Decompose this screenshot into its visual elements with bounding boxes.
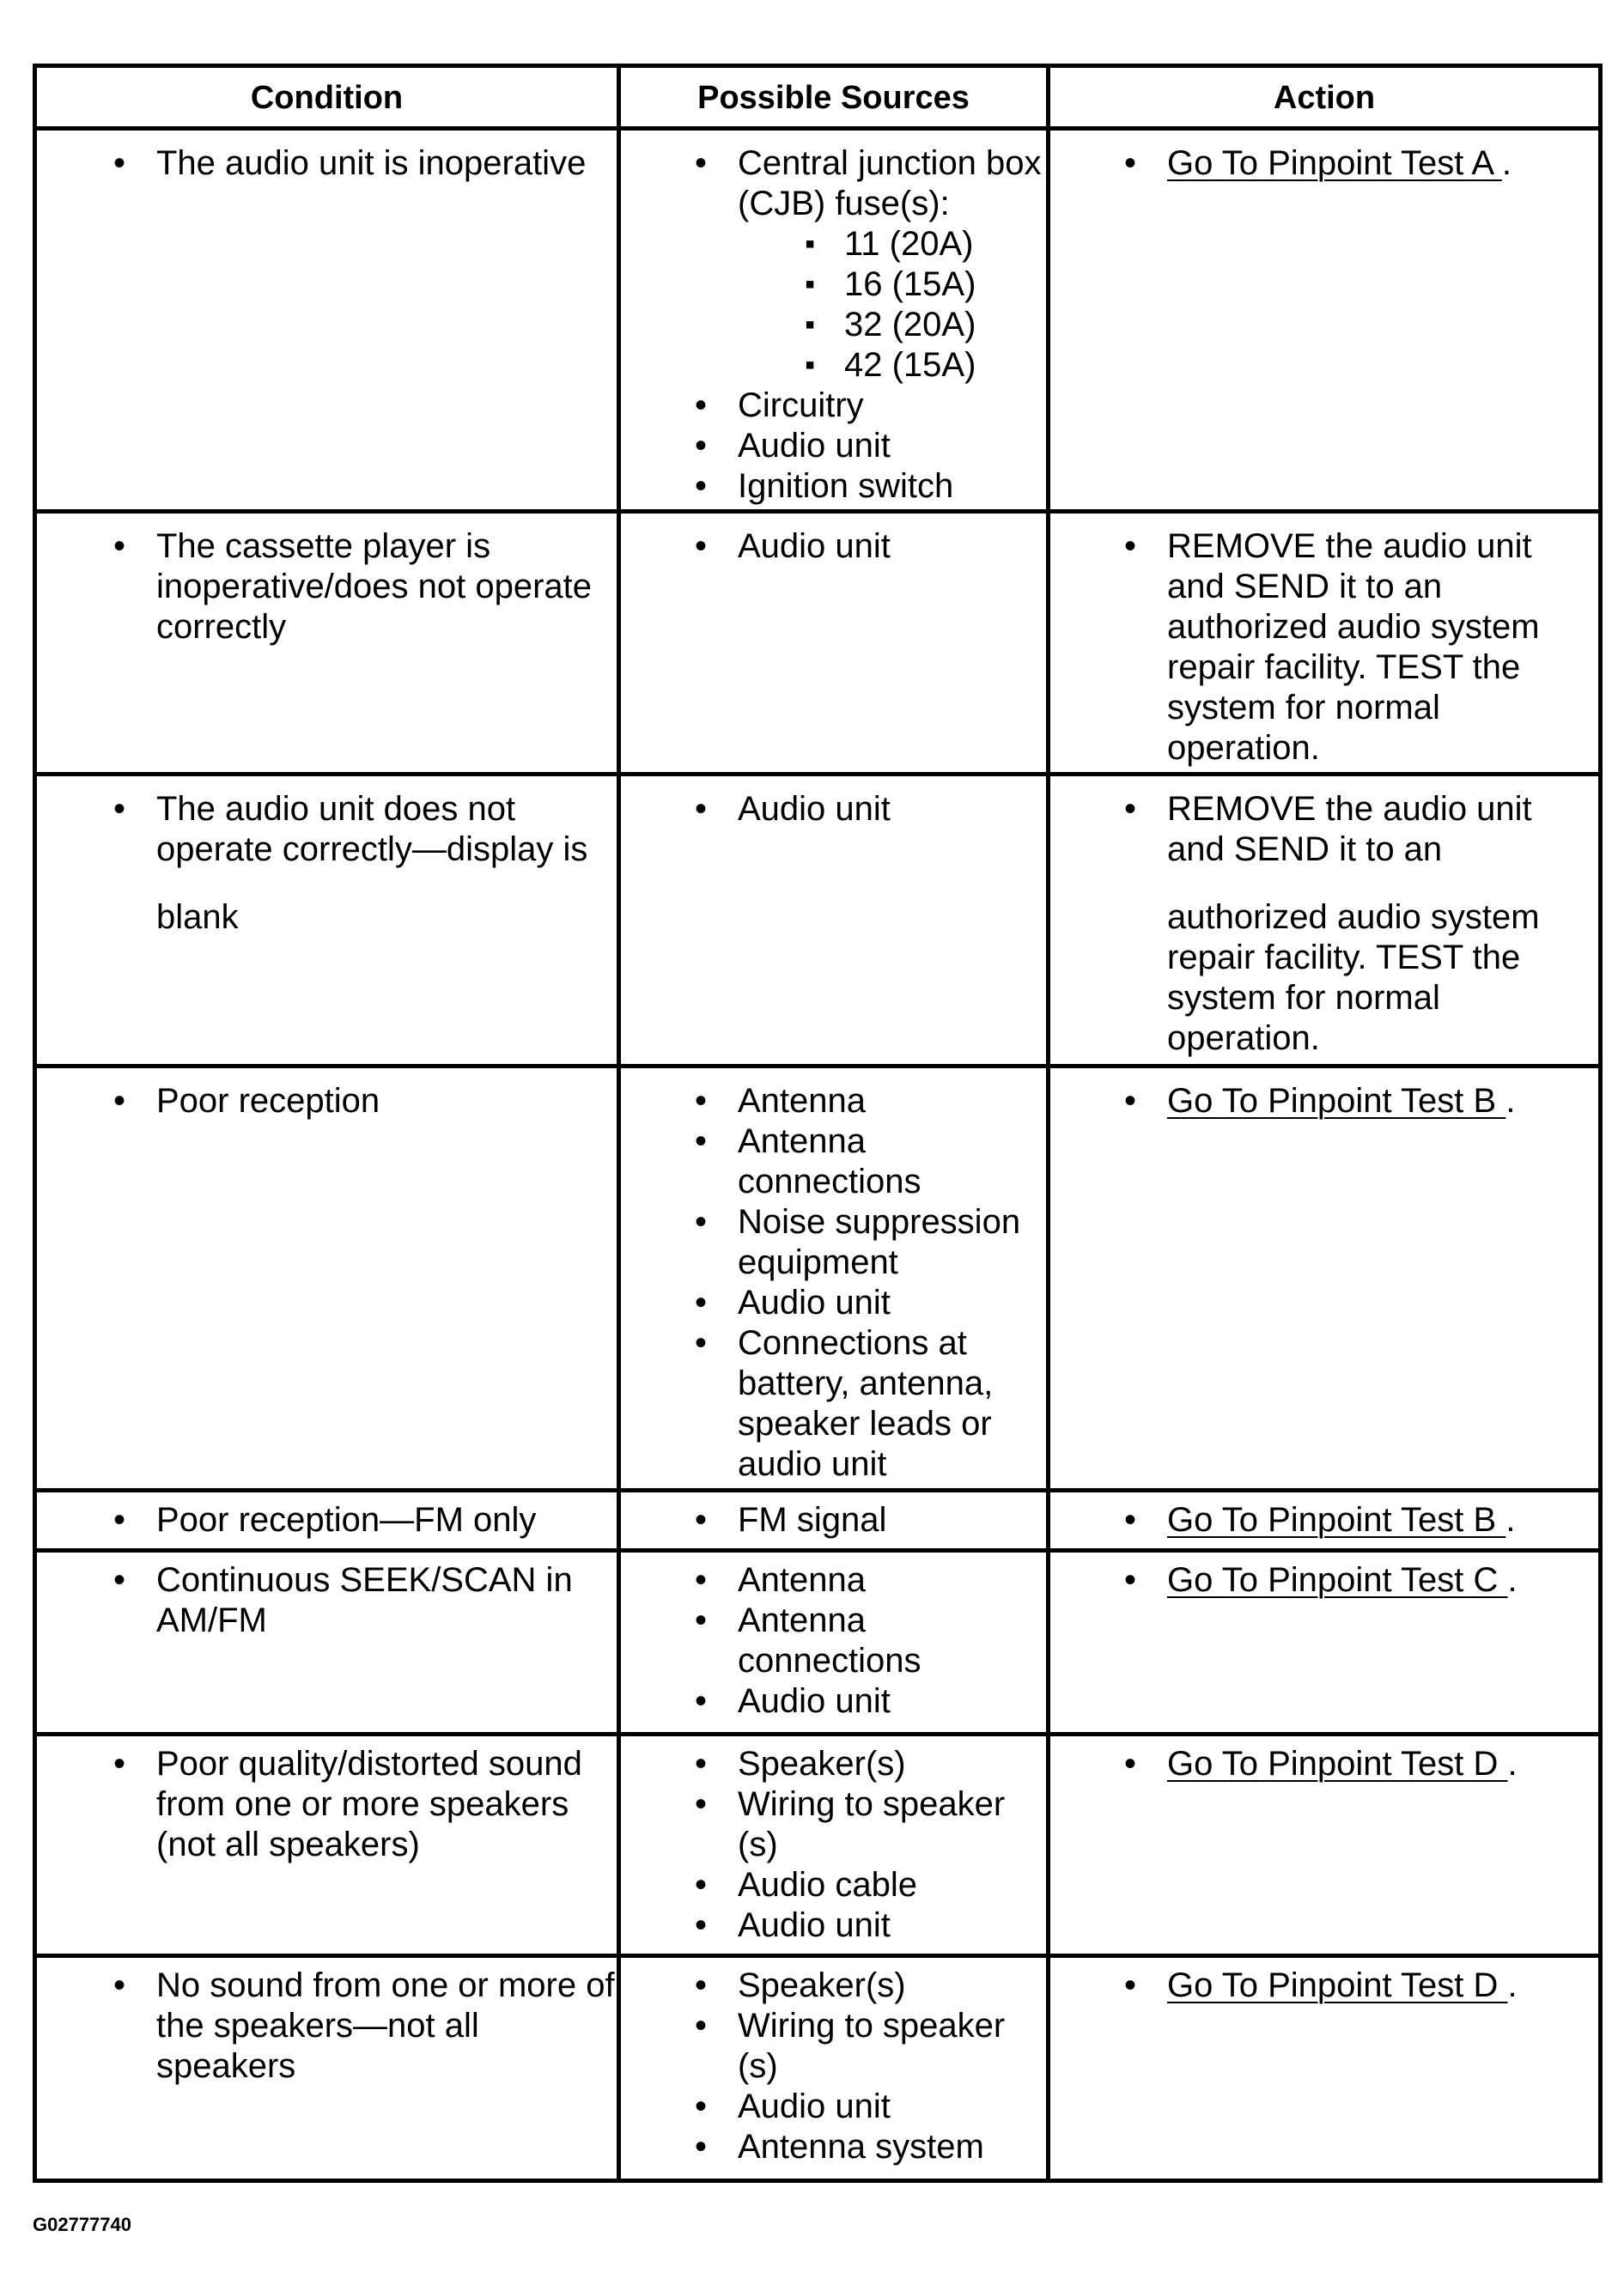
table-row [35,1491,1601,1551]
table-row [35,512,1601,775]
condition-cell [35,1491,619,1551]
condition-cell [35,1956,619,2181]
header-condition: Condition [35,66,619,129]
condition-cell [35,1067,619,1491]
sources-cell [619,1956,1049,2181]
pinpoint-test-a-link[interactable]: Go To Pinpoint Test A [1167,144,1502,182]
header-row [35,66,1601,129]
condition-item: • The cassette player is inoperative/does not operate correctly [38,526,616,647]
sources-cell [619,1067,1049,1491]
condition-cell [35,1551,619,1735]
sources-cell [619,129,1049,512]
action-suffix: . [1505,1082,1516,1120]
action-suffix: . [1507,1561,1518,1599]
source-item: • Speaker(s) [622,1966,1045,2006]
source-item: • Antenna system [622,2127,1045,2167]
condition-item: • Continuous SEEK/SCAN in AM/FM [38,1560,616,1641]
condition-text: The audio unit does not operate correctly—display is [156,790,588,868]
sources-cell [619,1735,1049,1956]
table-row [35,1551,1601,1735]
source-text: Central junction box (CJB) fuse(s): [738,144,1042,222]
condition-item: • Poor reception—FM only [38,1500,616,1541]
condition-item: • No sound from one or more of the speakers—not all speakers [38,1966,616,2087]
source-item: • Antenna connections [622,1601,1045,1681]
condition-item [38,789,616,938]
source-item: • Antenna connections [622,1121,1045,1202]
action-cell [1049,1067,1601,1491]
fuse-item: ▪ 42 (15A) [738,345,1045,386]
action-item [1051,1744,1597,1784]
sources-cell [619,512,1049,775]
condition-text: blank [156,898,239,936]
action-cell [1049,1551,1601,1735]
pinpoint-test-b-link[interactable]: Go To Pinpoint Test B [1167,1082,1506,1120]
table-row [35,1735,1601,1956]
source-item: • Ignition switch [622,466,1045,507]
pinpoint-test-d-link[interactable]: Go To Pinpoint Test D [1167,1966,1508,2004]
action-cell [1049,512,1601,775]
action-item [1051,1081,1597,1121]
source-item: • Wiring to speaker (s) [622,2006,1045,2087]
action-item [1051,143,1597,184]
source-item: • Connections at battery, antenna, speaker leads or audio unit [622,1323,1045,1485]
action-suffix: . [1507,1745,1518,1783]
action-cell [1049,1735,1601,1956]
source-item: • Audio unit [622,1283,1045,1323]
source-item: • Audio unit [622,1681,1045,1722]
action-suffix: . [1505,1501,1516,1539]
source-item: • Audio unit [622,426,1045,466]
condition-item: • Poor quality/distorted sound from one or more speakers (not all speakers) [38,1744,616,1865]
table-row [35,1956,1601,2181]
condition-cell [35,775,619,1067]
source-item: • Audio unit [622,2087,1045,2127]
header-action: Action [1049,66,1601,129]
source-item: • Antenna [622,1560,1045,1601]
sources-cell [619,775,1049,1067]
source-item: • Audio unit [622,789,1045,830]
source-item: • Circuitry [622,386,1045,426]
action-cell [1049,129,1601,512]
action-suffix: . [1501,144,1512,182]
pinpoint-test-c-link[interactable]: Go To Pinpoint Test C [1167,1561,1508,1599]
condition-cell [35,129,619,512]
line-gap [1167,870,1597,897]
header-possible-sources: Possible Sources [619,66,1049,129]
table-row [35,775,1601,1067]
table-row [35,129,1601,512]
source-item: • Speaker(s) [622,1744,1045,1784]
condition-cell [35,1735,619,1956]
source-item: • Audio cable [622,1865,1045,1905]
source-item: • Noise suppression equipment [622,1202,1045,1283]
pinpoint-test-b-link[interactable]: Go To Pinpoint Test B [1167,1501,1506,1539]
pinpoint-test-d-link[interactable]: Go To Pinpoint Test D [1167,1745,1508,1783]
source-item: • Antenna [622,1081,1045,1121]
source-item: • Audio unit [622,1905,1045,1946]
action-item [1051,789,1597,1059]
sources-cell [619,1551,1049,1735]
fuse-item: ▪ 11 (20A) [738,224,1045,264]
action-cell [1049,1956,1601,2181]
condition-item: • The audio unit is inoperative [38,143,616,184]
source-item: • FM signal [622,1500,1045,1541]
action-cell [1049,775,1601,1067]
fuse-item: ▪ 16 (15A) [738,264,1045,305]
condition-item: • Poor reception [38,1081,616,1121]
line-gap [156,870,616,897]
sources-cell [619,1491,1049,1551]
source-item: • Wiring to speaker (s) [622,1784,1045,1865]
condition-cell [35,512,619,775]
fuse-item: ▪ 32 (20A) [738,305,1045,345]
table-row [35,1067,1601,1491]
source-item [622,143,1045,386]
figure-id: G02777740 [33,2214,131,2235]
action-text: authorized audio system repair facility. TEST the system for normal operation. [1167,898,1540,1057]
action-suffix: . [1507,1966,1518,2004]
action-item: • REMOVE the audio unit and SEND it to an authorized audio system repair facility. TEST the system for normal operation. [1051,526,1597,769]
source-item: • Audio unit [622,526,1045,567]
action-item [1051,1500,1597,1541]
action-item [1051,1560,1597,1601]
action-item [1051,1966,1597,2006]
action-text: REMOVE the audio unit and SEND it to an [1167,790,1532,868]
diagnosis-table [33,64,1603,2183]
action-cell [1049,1491,1601,1551]
